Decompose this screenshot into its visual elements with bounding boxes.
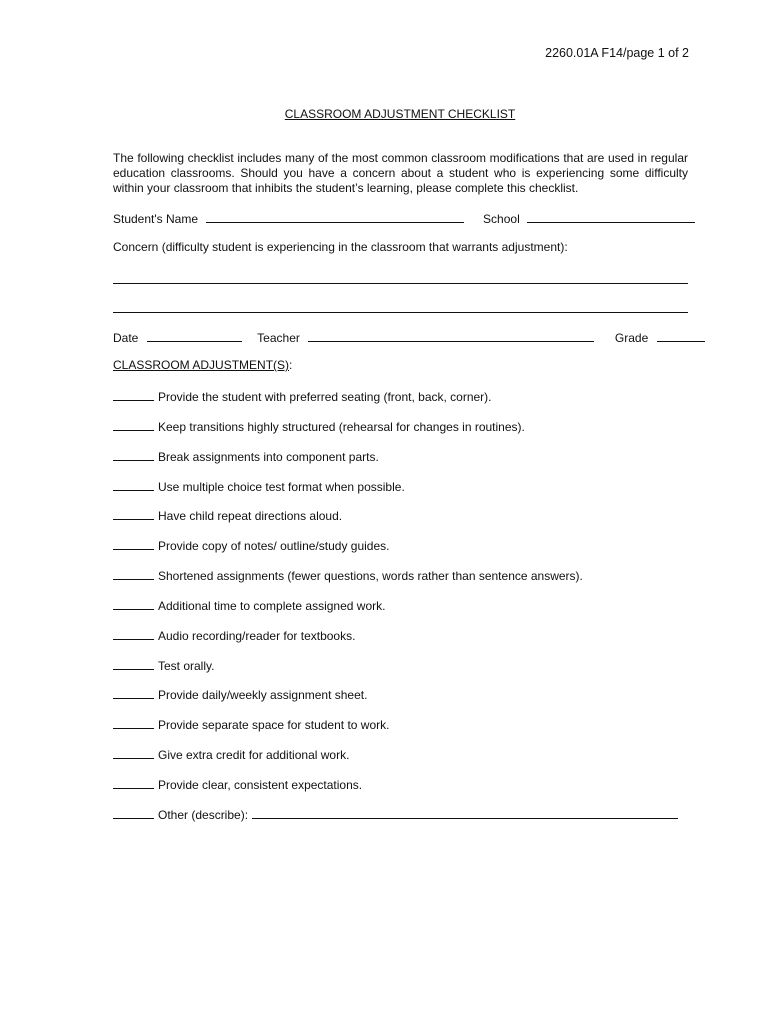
school-field[interactable] — [527, 210, 695, 223]
checklist-item — [113, 686, 688, 716]
student-school-row — [113, 210, 688, 226]
check-blank[interactable] — [113, 657, 154, 670]
checklist-item — [113, 388, 688, 418]
other-describe-field[interactable] — [252, 806, 678, 819]
check-blank[interactable] — [113, 418, 154, 431]
checklist-item-text: Test orally. — [158, 658, 215, 673]
document-title: CLASSROOM ADJUSTMENT CHECKLIST — [284, 107, 516, 121]
checklist-item — [113, 657, 688, 687]
date-teacher-grade-row — [113, 329, 688, 345]
date-field[interactable] — [147, 329, 242, 342]
concern-label: Concern (difficulty student is experiencing in the classroom that warrants adjustment): — [113, 240, 568, 254]
adjustments-heading-text: CLASSROOM ADJUSTMENT(S) — [113, 358, 290, 372]
checklist-item — [113, 418, 688, 448]
checklist-item — [113, 597, 688, 627]
check-blank[interactable] — [113, 746, 154, 759]
checklist-item — [113, 567, 688, 597]
checklist-item — [113, 627, 688, 657]
checklist-item-text: Use multiple choice test format when possible. — [158, 479, 405, 494]
teacher-label: Teacher — [257, 331, 300, 345]
check-blank[interactable] — [113, 388, 154, 401]
student-name-field[interactable] — [206, 210, 464, 223]
intro-paragraph: The following checklist includes many of the most common classroom modifications that are used in regular education classrooms. Should you have a concern about a student who is experiencing some difficulty within your classroom that inhibits the student’s learning, please complete this checklist. — [113, 151, 688, 195]
check-blank[interactable] — [113, 686, 154, 699]
grade-label: Grade — [614, 331, 649, 345]
concern-line-2[interactable] — [113, 312, 688, 313]
student-name-label: Student's Name — [113, 212, 199, 226]
adjustment-checklist — [113, 388, 688, 836]
checklist-item-text: Have child repeat directions aloud. — [158, 509, 343, 524]
checklist-item-text: Audio recording/reader for textbooks. — [158, 628, 356, 643]
check-blank[interactable] — [113, 507, 154, 520]
check-blank[interactable] — [113, 806, 154, 819]
checklist-item-text: Shortened assignments (fewer questions, words rather than sentence answers). — [158, 569, 583, 584]
checklist-item-text: Break assignments into component parts. — [158, 449, 379, 464]
checklist-item — [113, 716, 688, 746]
checklist-item-text: Additional time to complete assigned work. — [158, 598, 386, 613]
checklist-item — [113, 507, 688, 537]
checklist-item — [113, 776, 688, 806]
adjustments-heading — [113, 358, 292, 372]
check-blank[interactable] — [113, 597, 154, 610]
checklist-item-other — [113, 806, 688, 836]
date-label: Date — [113, 331, 139, 345]
checklist-item-text: Provide clear, consistent expectations. — [158, 777, 363, 792]
form-reference: 2260.01A F14/page 1 of 2 — [545, 46, 689, 60]
checklist-item — [113, 537, 688, 567]
checklist-item — [113, 746, 688, 776]
check-blank[interactable] — [113, 716, 154, 729]
check-blank[interactable] — [113, 776, 154, 789]
adjustments-heading-colon: : — [289, 358, 293, 372]
checklist-item — [113, 478, 688, 508]
checklist-item-text: Provide the student with preferred seating (front, back, corner). — [158, 390, 492, 404]
checklist-item-text: Keep transitions highly structured (rehearsal for changes in routines). — [158, 419, 525, 434]
checklist-item-text: Provide separate space for student to work. — [158, 718, 390, 733]
check-blank[interactable] — [113, 627, 154, 640]
check-blank[interactable] — [113, 448, 154, 461]
school-label: School — [483, 212, 520, 226]
checklist-item-text: Give extra credit for additional work. — [158, 748, 350, 763]
other-label: Other (describe): — [158, 807, 249, 822]
concern-line-1[interactable] — [113, 283, 688, 284]
check-blank[interactable] — [113, 537, 154, 550]
checklist-item-text: Provide daily/weekly assignment sheet. — [158, 688, 368, 703]
grade-field[interactable] — [657, 329, 705, 342]
checklist-item-text: Provide copy of notes/ outline/study guides. — [158, 539, 390, 554]
check-blank[interactable] — [113, 567, 154, 580]
check-blank[interactable] — [113, 478, 154, 491]
teacher-field[interactable] — [308, 329, 594, 342]
checklist-item — [113, 448, 688, 478]
